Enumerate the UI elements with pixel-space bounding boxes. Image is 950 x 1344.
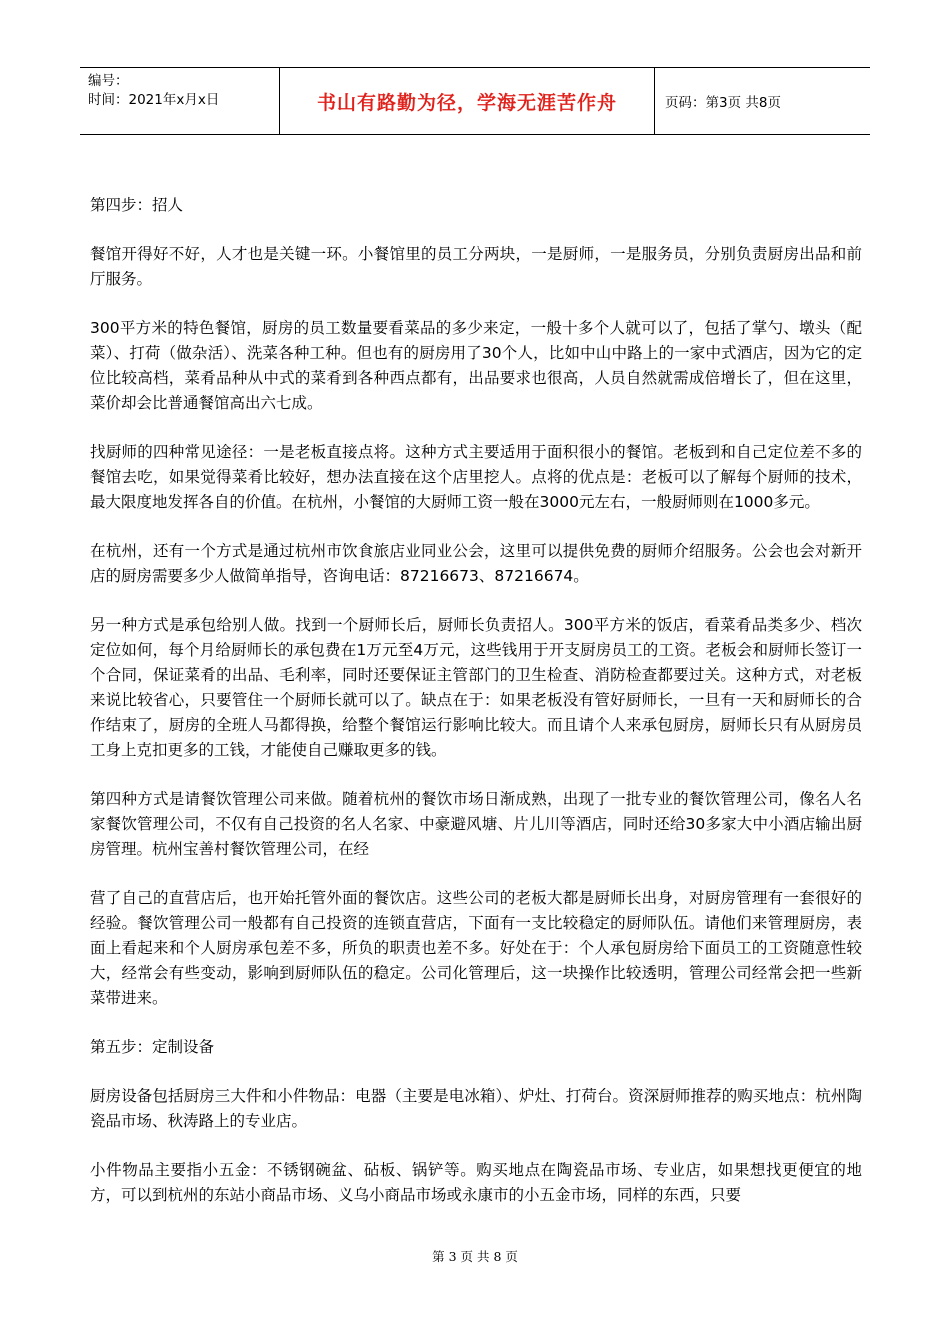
document-date-label: 时间：2021年x月x日 — [88, 92, 220, 108]
header-motto: 书山有路勤为径，学海无涯苦作舟 — [280, 68, 655, 134]
document-header — [80, 67, 870, 135]
body-paragraph: 第四种方式是请餐饮管理公司来做。随着杭州的餐饮市场日渐成熟，出现了一批专业的餐饮管理公司，像名人名家餐饮管理公司，不仅有自己投资的名人名家、中豪避风塘、片儿川等酒店，同时还给30多家大中小酒店输出厨房管理。杭州宝善村餐饮管理公司，在经 — [90, 790, 862, 858]
section-heading-step4: 第四步：招人 — [90, 196, 184, 214]
body-paragraph: 300平方米的特色餐馆，厨房的员工数量要看菜品的多少来定，一般十多个人就可以了，包括了掌勺、墩头（配菜）、打荷（做杂活）、洗菜各种工种。但也有的厨房用了30个人，比如中山中路上的一家中式酒店，因为它的定位比较高档，菜肴品种从中式的菜肴到各种西点都有，出品要求也很高，人员自然就需成倍增长了，但在这里，菜价却会比普通餐馆高出六七成。 — [90, 319, 862, 412]
body-paragraph: 在杭州，还有一个方式是通过杭州市饮食旅店业同业公会，这里可以提供免费的厨师介绍服务。公会也会对新开店的厨房需要多少人做简单指导，咨询电话：87216673、87216674。 — [90, 542, 862, 585]
document-number-label: 编号： — [88, 73, 129, 89]
body-paragraph: 小件物品主要指小五金：不锈钢碗盆、砧板、锅铲等。购买地点在陶瓷品市场、专业店，如果想找更便宜的地方，可以到杭州的东站小商品市场、义乌小商品市场或永康市的小五金市场，同样的东西，只要 — [90, 1161, 862, 1204]
body-paragraph: 厨房设备包括厨房三大件和小件物品：电器（主要是电冰箱）、炉灶、打荷台。资深厨师推荐的购买地点：杭州陶瓷品市场、秋涛路上的专业店。 — [90, 1087, 862, 1130]
header-page-info: 页码：第3页 共8页 — [665, 95, 781, 111]
body-paragraph: 营了自己的直营店后，也开始托管外面的餐饮店。这些公司的老板大都是厨师长出身，对厨房管理有一套很好的经验。餐饮管理公司一般都有自己投资的连锁直营店，下面有一支比较稳定的厨师队伍。请他们来管理厨房，表面上看起来和个人厨房承包差不多，所负的职责也差不多。好处在于：个人承包厨房给下面员工的工资随意性较大，经常会有些变动，影响到厨师队伍的稳定。公司化管理后，这一块操作比较透明，管理公司经常会把一些新菜带进来。 — [90, 889, 862, 1007]
page-footer: 第 3 页 共 8 页 — [432, 1249, 518, 1264]
body-paragraph: 另一种方式是承包给别人做。找到一个厨师长后，厨师长负责招人。300平方米的饭店，看菜肴品类多少、档次定位如何，每个月给厨师长的承包费在1万元至4万元，这些钱用于开支厨房员工的工资。老板会和厨师长签订一个合同，保证菜肴的出品、毛利率，同时还要保证主管部门的卫生检查、消防检查都要过关。这种方式，对老板来说比较省心，只要管住一个厨师长就可以了。缺点在于：如果老板没有管好厨师长，一旦有一天和厨师长的合作结束了，厨房的全班人马都得换，给整个餐馆运行影响比较大。而且请个人来承包厨房，厨师长只有从厨房员工身上克扣更多的工钱，才能使自己赚取更多的钱。 — [90, 616, 862, 759]
section-heading-step5: 第五步：定制设备 — [90, 1038, 215, 1056]
document-body — [90, 193, 862, 1232]
body-paragraph: 找厨师的四种常见途径：一是老板直接点将。这种方式主要适用于面积很小的餐馆。老板到和自己定位差不多的餐馆去吃，如果觉得菜肴比较好，想办法直接在这个店里挖人。点将的优点是：老板可以了解每个厨师的技术，最大限度地发挥各自的价值。在杭州，小餐馆的大厨师工资一般在3000元左右，一般厨师则在1000多元。 — [90, 443, 862, 511]
header-meta-cell — [80, 68, 280, 134]
body-paragraph: 餐馆开得好不好，人才也是关键一环。小餐馆里的员工分两块，一是厨师，一是服务员，分别负责厨房出品和前厅服务。 — [90, 245, 862, 288]
